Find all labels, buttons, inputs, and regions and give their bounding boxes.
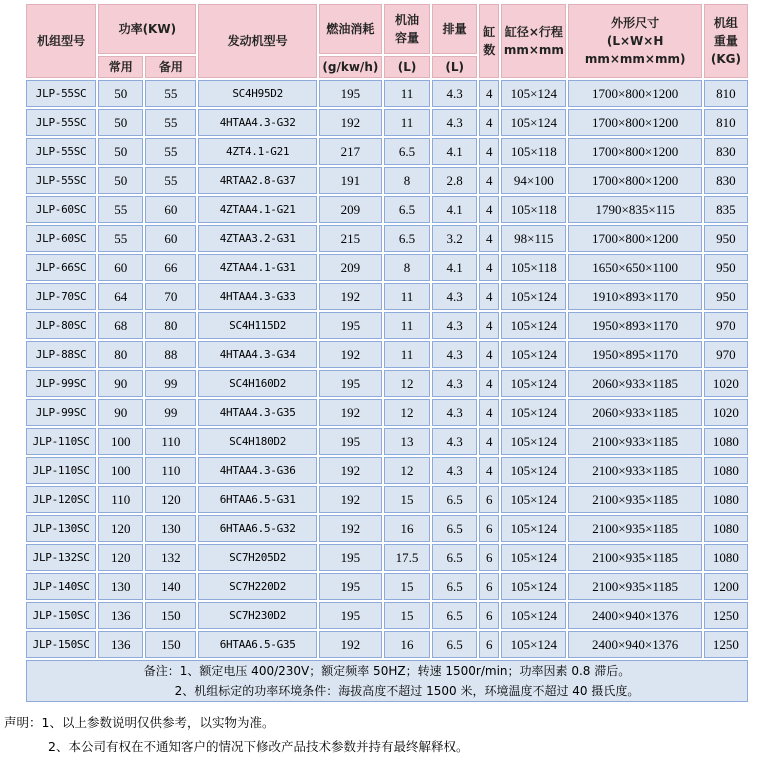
cell-cyl: 6 (479, 515, 499, 542)
cell-standby: 150 (145, 631, 196, 658)
cell-bore: 105×124 (501, 428, 566, 455)
cell-oil: 16 (384, 631, 430, 658)
cell-main: 50 (98, 167, 143, 194)
cell-dims: 1700×800×1200 (568, 80, 701, 107)
cell-main: 68 (98, 312, 143, 339)
cell-cyl: 6 (479, 573, 499, 600)
cell-weight: 950 (704, 254, 748, 281)
cell-main: 136 (98, 602, 143, 629)
cell-engine: 4ZTAA3.2-G31 (198, 225, 316, 252)
cell-model: JLP-88SC (26, 341, 96, 368)
cell-disp: 2.8 (432, 167, 477, 194)
cell-cyl: 4 (479, 341, 499, 368)
table-row (26, 515, 748, 542)
cell-fuel: 195 (319, 573, 382, 600)
cell-fuel: 191 (319, 167, 382, 194)
cell-model: JLP-66SC (26, 254, 96, 281)
cell-dims: 1950×893×1170 (568, 312, 701, 339)
cell-oil: 6.5 (384, 196, 430, 223)
cell-disp: 6.5 (432, 631, 477, 658)
cell-fuel: 192 (319, 515, 382, 542)
cell-standby: 70 (145, 283, 196, 310)
cell-cyl: 4 (479, 225, 499, 252)
cell-model: JLP-150SC (26, 631, 96, 658)
cell-oil: 15 (384, 486, 430, 513)
cell-oil: 8 (384, 254, 430, 281)
cell-main: 60 (98, 254, 143, 281)
cell-bore: 105×124 (501, 370, 566, 397)
table-row (26, 544, 748, 571)
cell-standby: 130 (145, 515, 196, 542)
cell-standby: 60 (145, 225, 196, 252)
cell-dims: 2100×933×1185 (568, 428, 701, 455)
cell-disp: 4.3 (432, 312, 477, 339)
cell-cyl: 4 (479, 196, 499, 223)
cell-cyl: 4 (479, 312, 499, 339)
cell-cyl: 4 (479, 167, 499, 194)
cell-standby: 60 (145, 196, 196, 223)
cell-model: JLP-55SC (26, 80, 96, 107)
notes (26, 660, 748, 702)
cell-bore: 98×115 (501, 225, 566, 252)
cell-weight: 970 (704, 341, 748, 368)
cell-cyl: 4 (479, 457, 499, 484)
cell-model: JLP-132SC (26, 544, 96, 571)
cell-bore: 105×124 (501, 573, 566, 600)
cell-dims: 2100×935×1185 (568, 544, 701, 571)
header-cylinders: 缸 数 (479, 4, 499, 78)
cell-model: JLP-140SC (26, 573, 96, 600)
cell-engine: 4HTAA4.3-G33 (198, 283, 316, 310)
cell-standby: 55 (145, 138, 196, 165)
cell-engine: 4HTAA4.3-G34 (198, 341, 316, 368)
cell-engine: SC4H115D2 (198, 312, 316, 339)
cell-weight: 1250 (704, 602, 748, 629)
cell-fuel: 195 (319, 428, 382, 455)
cell-main: 55 (98, 196, 143, 223)
cell-bore: 105×124 (501, 515, 566, 542)
cell-fuel: 217 (319, 138, 382, 165)
cell-dims: 1950×895×1170 (568, 341, 701, 368)
cell-weight: 1080 (704, 515, 748, 542)
cell-main: 80 (98, 341, 143, 368)
cell-model: JLP-99SC (26, 370, 96, 397)
cell-dims: 2100×935×1185 (568, 515, 701, 542)
cell-engine: 4ZT4.1-G21 (198, 138, 316, 165)
cell-oil: 13 (384, 428, 430, 455)
cell-bore: 105×124 (501, 631, 566, 658)
table-row (26, 196, 748, 223)
cell-weight: 970 (704, 312, 748, 339)
cell-fuel: 215 (319, 225, 382, 252)
cell-engine: 4HTAA4.3-G35 (198, 399, 316, 426)
cell-bore: 105×124 (501, 341, 566, 368)
header-oil: 机油 容量 (384, 4, 430, 54)
cell-weight: 830 (704, 167, 748, 194)
cell-disp: 4.1 (432, 138, 477, 165)
cell-fuel: 192 (319, 341, 382, 368)
header-displacement: 排量 (432, 4, 477, 54)
header-disp-unit: (L) (432, 56, 477, 78)
cell-engine: 6HTAA6.5-G31 (198, 486, 316, 513)
cell-weight: 1080 (704, 544, 748, 571)
cell-main: 100 (98, 428, 143, 455)
cell-cyl: 4 (479, 254, 499, 281)
cell-engine: 4ZTAA4.1-G31 (198, 254, 316, 281)
cell-dims: 1700×800×1200 (568, 167, 701, 194)
cell-engine: SC7H220D2 (198, 573, 316, 600)
table-row (26, 428, 748, 455)
cell-fuel: 195 (319, 544, 382, 571)
header-model: 机组型号 (26, 4, 96, 78)
cell-cyl: 4 (479, 283, 499, 310)
cell-disp: 4.3 (432, 341, 477, 368)
cell-standby: 99 (145, 370, 196, 397)
cell-fuel: 192 (319, 486, 382, 513)
cell-engine: 4HTAA4.3-G36 (198, 457, 316, 484)
cell-oil: 11 (384, 312, 430, 339)
cell-bore: 105×124 (501, 399, 566, 426)
cell-standby: 55 (145, 167, 196, 194)
cell-weight: 1250 (704, 631, 748, 658)
header-engine: 发动机型号 (198, 4, 316, 78)
cell-engine: SC4H95D2 (198, 80, 316, 107)
cell-oil: 6.5 (384, 225, 430, 252)
cell-cyl: 6 (479, 486, 499, 513)
cell-bore: 105×124 (501, 602, 566, 629)
cell-weight: 1080 (704, 486, 748, 513)
cell-cyl: 4 (479, 428, 499, 455)
cell-main: 130 (98, 573, 143, 600)
cell-fuel: 192 (319, 283, 382, 310)
cell-disp: 4.1 (432, 254, 477, 281)
cell-weight: 1080 (704, 457, 748, 484)
cell-weight: 1200 (704, 573, 748, 600)
cell-standby: 55 (145, 109, 196, 136)
table-row (26, 399, 748, 426)
cell-weight: 1080 (704, 428, 748, 455)
cell-standby: 110 (145, 428, 196, 455)
cell-disp: 4.3 (432, 109, 477, 136)
cell-cyl: 4 (479, 138, 499, 165)
table-row (26, 109, 748, 136)
cell-oil: 11 (384, 80, 430, 107)
cell-engine: SC4H180D2 (198, 428, 316, 455)
cell-bore: 105×124 (501, 544, 566, 571)
cell-standby: 88 (145, 341, 196, 368)
header-fuel: 燃油消耗 (319, 4, 382, 54)
cell-dims: 1650×650×1100 (568, 254, 701, 281)
cell-model: JLP-55SC (26, 167, 96, 194)
cell-oil: 6.5 (384, 138, 430, 165)
table-row (26, 80, 748, 107)
cell-dims: 2400×940×1376 (568, 602, 701, 629)
cell-oil: 15 (384, 602, 430, 629)
cell-model: JLP-70SC (26, 283, 96, 310)
cell-model: JLP-60SC (26, 225, 96, 252)
cell-oil: 8 (384, 167, 430, 194)
cell-standby: 150 (145, 602, 196, 629)
cell-engine: 6HTAA6.5-G32 (198, 515, 316, 542)
cell-main: 136 (98, 631, 143, 658)
cell-bore: 105×118 (501, 254, 566, 281)
table-row (26, 138, 748, 165)
cell-cyl: 4 (479, 109, 499, 136)
cell-model: JLP-150SC (26, 602, 96, 629)
cell-bore: 105×118 (501, 196, 566, 223)
cell-main: 110 (98, 486, 143, 513)
header-bore-stroke: 缸径×行程 mm×mm (501, 4, 566, 78)
cell-dims: 1700×800×1200 (568, 225, 701, 252)
cell-dims: 2400×940×1376 (568, 631, 701, 658)
cell-disp: 4.1 (432, 196, 477, 223)
header-power-main: 常用 (98, 56, 143, 78)
cell-model: JLP-130SC (26, 515, 96, 542)
cell-standby: 120 (145, 486, 196, 513)
cell-model: JLP-80SC (26, 312, 96, 339)
table-row (26, 486, 748, 513)
table-row (26, 225, 748, 252)
cell-dims: 1700×800×1200 (568, 109, 701, 136)
cell-model: JLP-99SC (26, 399, 96, 426)
cell-engine: SC7H230D2 (198, 602, 316, 629)
cell-cyl: 6 (479, 602, 499, 629)
cell-fuel: 195 (319, 370, 382, 397)
table-row (26, 631, 748, 658)
cell-disp: 4.3 (432, 80, 477, 107)
cell-engine: SC7H205D2 (198, 544, 316, 571)
cell-fuel: 192 (319, 399, 382, 426)
cell-bore: 105×124 (501, 312, 566, 339)
cell-weight: 950 (704, 225, 748, 252)
cell-fuel: 209 (319, 196, 382, 223)
note-line-2: 2、机组标定的功率环境条件：海拔高度不超过 1500 米，环境温度不超过 40 摄氏度。 (174, 684, 640, 698)
cell-dims: 2100×933×1185 (568, 457, 701, 484)
cell-oil: 12 (384, 399, 430, 426)
table-row (26, 283, 748, 310)
cell-disp: 6.5 (432, 573, 477, 600)
note-line-1: 备注：1、额定电压 400/230V；额定频率 50HZ；转速 1500r/min；功率因素 0.8 滞后。 (143, 664, 631, 678)
cell-disp: 6.5 (432, 515, 477, 542)
cell-engine: 4HTAA4.3-G32 (198, 109, 316, 136)
cell-oil: 12 (384, 370, 430, 397)
cell-disp: 4.3 (432, 370, 477, 397)
declaration (4, 711, 468, 759)
cell-fuel: 209 (319, 254, 382, 281)
table-row (26, 341, 748, 368)
cell-cyl: 4 (479, 370, 499, 397)
cell-bore: 105×124 (501, 283, 566, 310)
cell-weight: 830 (704, 138, 748, 165)
cell-bore: 105×124 (501, 109, 566, 136)
cell-dims: 2060×933×1185 (568, 399, 701, 426)
cell-engine: 6HTAA6.5-G35 (198, 631, 316, 658)
cell-oil: 11 (384, 109, 430, 136)
generator-spec-table (24, 2, 750, 704)
cell-standby: 110 (145, 457, 196, 484)
cell-main: 120 (98, 515, 143, 542)
cell-main: 50 (98, 138, 143, 165)
cell-oil: 16 (384, 515, 430, 542)
cell-weight: 1020 (704, 370, 748, 397)
cell-engine: 4ZTAA4.1-G21 (198, 196, 316, 223)
cell-standby: 99 (145, 399, 196, 426)
table-row (26, 312, 748, 339)
cell-disp: 4.3 (432, 457, 477, 484)
cell-disp: 6.5 (432, 486, 477, 513)
cell-standby: 132 (145, 544, 196, 571)
cell-dims: 1910×893×1170 (568, 283, 701, 310)
table-row (26, 167, 748, 194)
declaration-line-2: 2、本公司有权在不通知客户的情况下修改产品技术参数并持有最终解释权。 (48, 739, 469, 754)
cell-bore: 105×124 (501, 486, 566, 513)
cell-model: JLP-110SC (26, 428, 96, 455)
cell-fuel: 195 (319, 312, 382, 339)
cell-disp: 6.5 (432, 602, 477, 629)
cell-disp: 3.2 (432, 225, 477, 252)
declaration-line-1: 声明：1、以上参数说明仅供参考，以实物为准。 (4, 715, 275, 730)
cell-main: 50 (98, 109, 143, 136)
cell-fuel: 192 (319, 631, 382, 658)
cell-dims: 2060×933×1185 (568, 370, 701, 397)
cell-cyl: 4 (479, 399, 499, 426)
cell-oil: 15 (384, 573, 430, 600)
cell-dims: 1700×800×1200 (568, 138, 701, 165)
header-dimensions: 外形尺寸 (L×W×H mm×mm×mm) (568, 4, 701, 78)
cell-disp: 4.3 (432, 283, 477, 310)
table-row (26, 370, 748, 397)
cell-main: 100 (98, 457, 143, 484)
cell-standby: 55 (145, 80, 196, 107)
header-power-standby: 备用 (145, 56, 196, 78)
cell-fuel: 195 (319, 80, 382, 107)
table-row (26, 254, 748, 281)
cell-cyl: 4 (479, 80, 499, 107)
cell-oil: 11 (384, 341, 430, 368)
cell-oil: 12 (384, 457, 430, 484)
table-row (26, 457, 748, 484)
cell-bore: 105×124 (501, 80, 566, 107)
cell-disp: 4.3 (432, 399, 477, 426)
cell-main: 50 (98, 80, 143, 107)
header-oil-unit: (L) (384, 56, 430, 78)
cell-standby: 80 (145, 312, 196, 339)
cell-oil: 11 (384, 283, 430, 310)
table-row (26, 602, 748, 629)
cell-weight: 810 (704, 80, 748, 107)
cell-bore: 105×124 (501, 457, 566, 484)
cell-model: JLP-55SC (26, 138, 96, 165)
cell-weight: 950 (704, 283, 748, 310)
cell-disp: 4.3 (432, 428, 477, 455)
cell-disp: 6.5 (432, 544, 477, 571)
cell-fuel: 195 (319, 602, 382, 629)
cell-model: JLP-110SC (26, 457, 96, 484)
cell-model: JLP-120SC (26, 486, 96, 513)
header-power: 功率(KW) (98, 4, 196, 54)
cell-standby: 140 (145, 573, 196, 600)
header-fuel-unit: (g/kw/h) (319, 56, 382, 78)
table-row (26, 573, 748, 600)
cell-standby: 66 (145, 254, 196, 281)
cell-weight: 810 (704, 109, 748, 136)
cell-main: 120 (98, 544, 143, 571)
cell-weight: 1020 (704, 399, 748, 426)
cell-main: 55 (98, 225, 143, 252)
cell-main: 90 (98, 370, 143, 397)
cell-main: 64 (98, 283, 143, 310)
cell-engine: SC4H160D2 (198, 370, 316, 397)
cell-main: 90 (98, 399, 143, 426)
cell-weight: 835 (704, 196, 748, 223)
cell-model: JLP-55SC (26, 109, 96, 136)
cell-engine: 4RTAA2.8-G37 (198, 167, 316, 194)
cell-dims: 2100×935×1185 (568, 486, 701, 513)
cell-bore: 94×100 (501, 167, 566, 194)
cell-cyl: 6 (479, 544, 499, 571)
cell-fuel: 192 (319, 109, 382, 136)
header-weight: 机组 重量 (KG) (704, 4, 748, 78)
cell-oil: 17.5 (384, 544, 430, 571)
cell-fuel: 192 (319, 457, 382, 484)
cell-model: JLP-60SC (26, 196, 96, 223)
cell-bore: 105×118 (501, 138, 566, 165)
cell-dims: 2100×935×1185 (568, 573, 701, 600)
cell-dims: 1790×835×115 (568, 196, 701, 223)
cell-cyl: 6 (479, 631, 499, 658)
